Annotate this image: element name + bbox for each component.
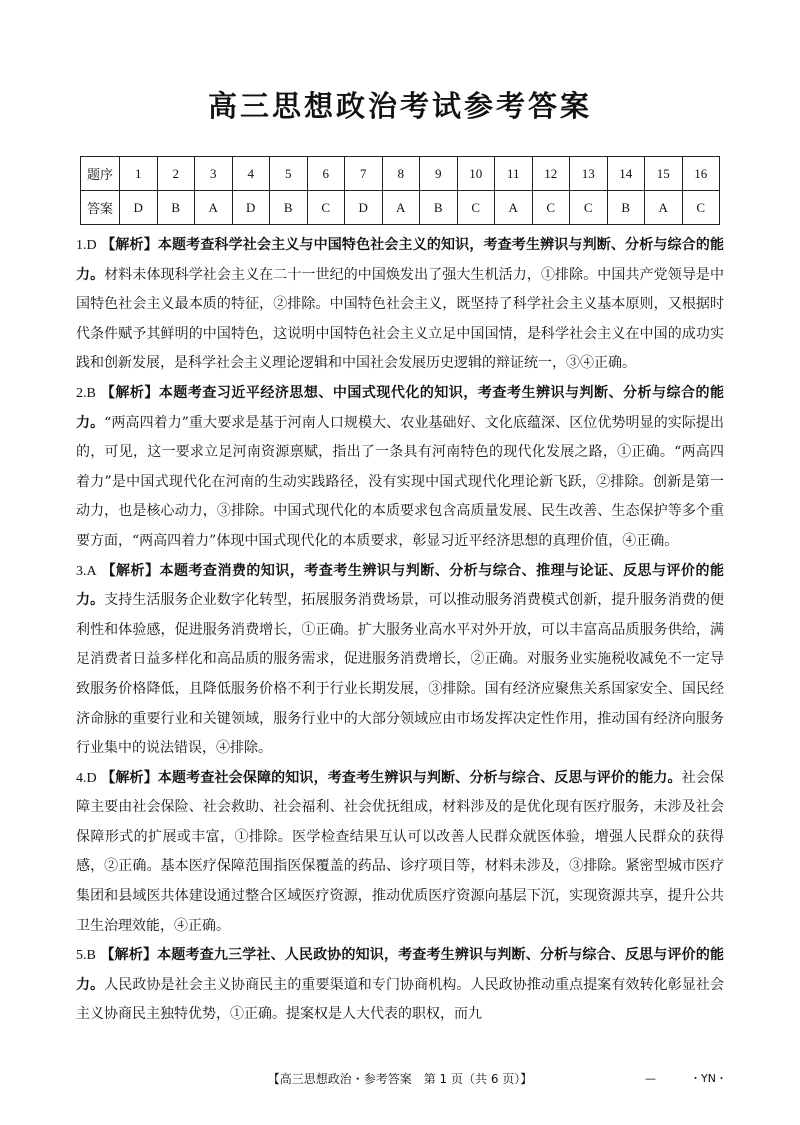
table-cell: C (307, 191, 345, 225)
table-cell: 14 (607, 157, 645, 191)
table-cell: 11 (495, 157, 533, 191)
table-cell: 1 (120, 157, 158, 191)
table-cell: 7 (345, 157, 383, 191)
question-number: 3.A (76, 563, 97, 579)
analysis-body: 人民政协是社会主义协商民主的重要渠道和专门协商机构。人民政协推动重点提案有效转化彰显社会主义协商民主独特优势，①正确。提案权是人大代表的职权，而九 (76, 976, 725, 1023)
question-explanation-5 (76, 941, 724, 1030)
question-number: 5.B (76, 948, 96, 964)
analysis-body: 社会保障主要由社会保险、社会救助、社会福利、社会优抚组成，材料涉及的是优化现有医疗服务，未涉及社会保障形式的扩展或丰富，①排除。医学检查结果互认可以改善人民群众就医体验，增强人民群众的获得感，②正确。基本医疗保障范围指医保覆盖的药品、诊疗项目等，材料未涉及，③排除。紧密型城市医疗集团和县域医共体建设通过整合区域医疗资源，推动优质医疗资源向基层下沉，实现资源共享，提升公共卫生治理效能，④正确。 (76, 769, 725, 934)
table-cell: D (345, 191, 383, 225)
analysis-lead: 【解析】本题考查习近平经济思想、中国式现代化的知识，考查考生辨识与判断、分析与综合的能力。 (76, 384, 725, 431)
table-cell: D (120, 191, 158, 225)
table-cell: 12 (532, 157, 570, 191)
table-cell: 4 (232, 157, 270, 191)
table-cell: A (382, 191, 420, 225)
table-cell: B (420, 191, 458, 225)
table-cell: C (532, 191, 570, 225)
table-cell: 3 (195, 157, 233, 191)
table-cell: A (645, 191, 683, 225)
analysis-lead: 【解析】本题考查社会保障的知识，考查考生辨识与判断、分析与综合、反思与评价的能力。 (101, 769, 682, 786)
table-cell: 15 (645, 157, 683, 191)
table-cell: C (570, 191, 608, 225)
answer-table (80, 156, 720, 225)
answer-explanations (76, 231, 724, 1030)
table-cell: C (682, 191, 720, 225)
analysis-lead: 【解析】本题考查九三学社、人民政协的知识，考查考生辨识与判断、分析与综合、反思与评价的能力。 (76, 947, 725, 993)
analysis-body: 材料未体现科学社会主义在二十一世纪的中国焕发出了强大生机活力，①排除。中国共产党领导是中国特色社会主义最本质的特征，②排除。中国特色社会主义，既坚持了科学社会主义基本原则，又根据时代条件赋予其鲜明的中国特色，这说明中国特色社会主义立足中国国情，是科学社会主义在中国的成功实践和创新发展，是科学社会主义理论逻辑和中国社会发展历史逻辑的辩证统一，③④正确。 (76, 266, 725, 372)
table-cell: 2 (157, 157, 195, 191)
analysis-lead: 【解析】本题考查消费的知识，考查考生辨识与判断、分析与综合、推理与论证、反思与评价的能力。 (76, 562, 724, 609)
table-cell: A (495, 191, 533, 225)
table-cell: 8 (382, 157, 420, 191)
table-cell: A (195, 191, 233, 225)
table-cell: 9 (420, 157, 458, 191)
table-row (81, 157, 720, 191)
table-row (81, 191, 720, 225)
page-title: 高三思想政治考试参考答案 (207, 89, 592, 123)
question-explanation-4 (76, 764, 724, 942)
question-number: 1.D (76, 238, 97, 253)
question-explanation-1 (76, 231, 724, 379)
analysis-lead: 【解析】本题考查科学社会主义与中国特色社会主义的知识，考查考生辨识与判断、分析与综合的能力。 (76, 237, 724, 283)
footer-page-info: 【高三思想政治・参考答案 第 1 页（共 6 页）】 (267, 1072, 533, 1086)
table-cell: 5 (270, 157, 308, 191)
footer-code: ・YN・ (690, 1072, 727, 1085)
row-header-number: 题序 (81, 157, 120, 191)
table-cell: 10 (457, 157, 495, 191)
table-cell: 6 (307, 157, 345, 191)
question-explanation-2 (76, 379, 724, 557)
table-cell: B (157, 191, 195, 225)
table-cell: D (232, 191, 270, 225)
table-cell: B (270, 191, 308, 225)
question-explanation-3 (76, 557, 724, 764)
question-number: 2.B (76, 385, 96, 401)
analysis-body: 支持生活服务企业数字化转型，拓展服务消费场景，可以推动服务消费模式创新，提升服务消费的便利性和体验感，促进服务消费增长，①正确。扩大服务业高水平对外开放，可以丰富高品质服务供给，满足消费者日益多样化和高品质的服务需求，促进服务消费增长，②正确。对服务业实施税收减免不一定导致服务价格降低，且降低服务价格不利于行业长期发展，③排除。国有经济应聚焦关系国家安全、国民经济命脉的重要行业和关键领域，服务行业中的大部分领域应由市场发挥决定性作用，推动国有经济向服务行业集中的说法错误，④排除。 (76, 592, 725, 757)
question-number: 4.D (76, 770, 97, 786)
table-cell: 13 (570, 157, 608, 191)
table-cell: B (607, 191, 645, 225)
row-header-answer: 答案 (81, 191, 120, 225)
analysis-body: “两高四着力”重大要求是基于河南人口规模大、农业基础好、文化底蕴深、区位优势明显的实际提出的，可见，这一要求立足河南资源禀赋，指出了一条具有河南特色的现代化发展之路，①正确。“两高四着力”是中国式现代化在河南的生动实践路径，没有实现中国式现代化理论新飞跃，②排除。创新是第一动力，也是核心动力，③排除。中国式现代化的本质要求包含高质量发展、民生改善、生态保护等多个重要方面，“两高四着力”体现中国式现代化的本质要求，彰显习近平经济思想的真理价值，④正确。 (76, 414, 725, 549)
footer-mark: — (645, 1072, 656, 1085)
table-cell: C (457, 191, 495, 225)
table-cell: 16 (682, 157, 720, 191)
